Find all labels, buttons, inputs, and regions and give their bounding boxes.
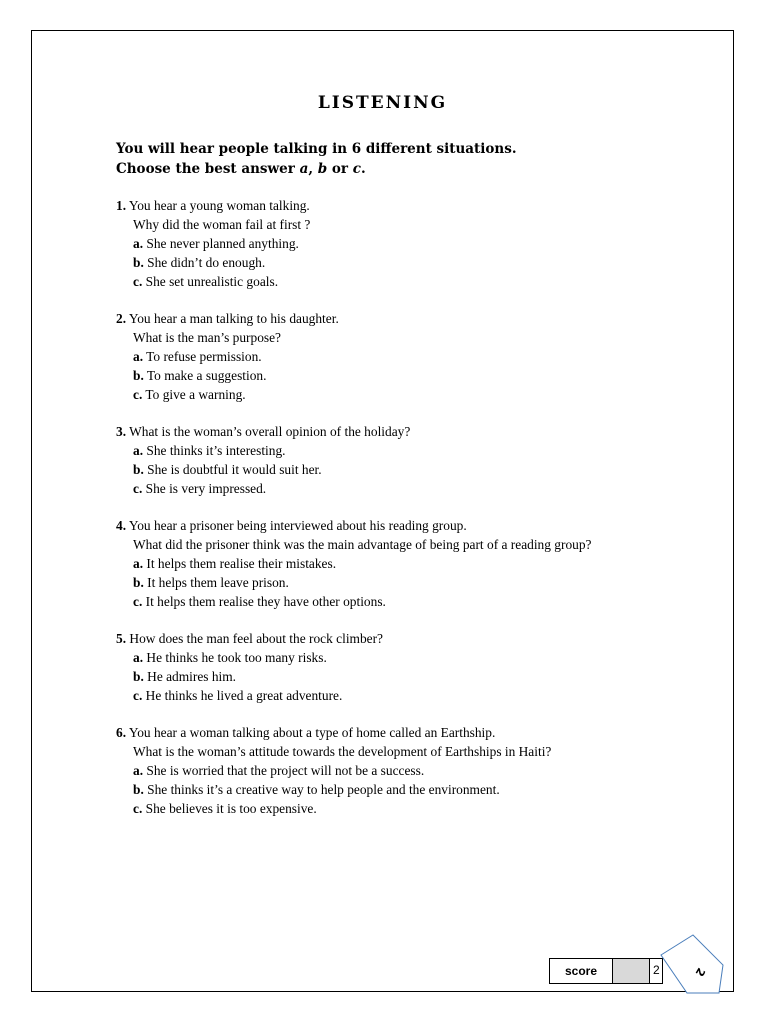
question-number: 4. xyxy=(116,517,127,533)
question-text: What is the woman’s overall opinion of the holiday? xyxy=(129,423,411,439)
option-text: To give a warning. xyxy=(145,386,246,402)
option-letter: a. xyxy=(133,442,144,458)
option-letter: a. xyxy=(133,348,144,364)
question-number: 1. xyxy=(116,198,127,213)
option-text: She believes it is too expensive. xyxy=(145,800,317,816)
answer-option[interactable] xyxy=(116,367,716,386)
worksheet-page xyxy=(31,30,734,992)
page-tag-number: 2 xyxy=(692,965,708,979)
option-letter: c. xyxy=(133,687,143,703)
answer-option[interactable] xyxy=(116,649,716,668)
answer-option[interactable] xyxy=(116,273,716,292)
answer-option[interactable] xyxy=(116,574,716,593)
option-text: To make a suggestion. xyxy=(146,367,267,383)
question-number: 3. xyxy=(116,423,127,439)
question-intro xyxy=(116,724,716,743)
question-intro xyxy=(116,630,716,649)
option-text: It helps them realise their mistakes. xyxy=(146,555,337,571)
page-number-tag xyxy=(657,931,727,1001)
question-list xyxy=(116,197,716,837)
score-input-cell[interactable] xyxy=(613,959,650,983)
question-text: What is the woman’s attitude towards the development of Earthships in Haiti? xyxy=(133,743,552,759)
question-intro xyxy=(116,423,716,442)
option-letter: b. xyxy=(133,461,144,477)
option-letter: a. xyxy=(133,555,144,571)
option-text: She thinks it’s interesting. xyxy=(146,442,286,458)
score-max-value: 2 xyxy=(653,963,660,977)
instructions-text: Choose the best answer xyxy=(116,161,300,177)
answer-option[interactable] xyxy=(116,687,716,706)
question-block xyxy=(116,310,716,404)
option-letter: b. xyxy=(133,574,144,590)
answer-option[interactable] xyxy=(116,442,716,461)
question-block xyxy=(116,197,716,291)
answer-option[interactable] xyxy=(116,461,716,480)
answer-option[interactable] xyxy=(116,668,716,687)
option-text: She is worried that the project will not be a success. xyxy=(146,762,425,778)
question-block xyxy=(116,724,716,818)
option-a-ref: a xyxy=(299,161,309,177)
option-text: To refuse permission. xyxy=(146,348,262,364)
question-text: Why did the woman fail at first ? xyxy=(133,216,311,232)
question-block xyxy=(116,517,716,611)
option-c-ref: c xyxy=(352,161,361,177)
option-text: She is very impressed. xyxy=(145,480,267,496)
question-prompt xyxy=(116,216,716,235)
option-letter: b. xyxy=(133,781,144,797)
option-b-ref: b xyxy=(317,161,328,177)
question-text: You hear a man talking to his daughter. xyxy=(128,310,339,326)
question-text: You hear a young woman talking. xyxy=(128,198,310,213)
answer-option[interactable] xyxy=(116,348,716,367)
answer-option[interactable] xyxy=(116,555,716,574)
option-letter: c. xyxy=(133,800,143,816)
answer-option[interactable] xyxy=(116,254,716,273)
period: . xyxy=(360,161,366,177)
question-number: 2. xyxy=(116,310,127,326)
page-title: LISTENING xyxy=(317,93,448,113)
option-letter: c. xyxy=(133,480,143,496)
option-letter: b. xyxy=(133,367,144,383)
question-text: You hear a woman talking about a type of home called an Earthship. xyxy=(128,724,496,740)
option-letter: c. xyxy=(133,386,143,402)
question-intro xyxy=(116,517,716,536)
answer-option[interactable] xyxy=(116,480,716,499)
option-text: She set unrealistic goals. xyxy=(145,273,279,289)
question-text: How does the man feel about the rock climber? xyxy=(129,630,383,646)
option-text: She thinks it’s a creative way to help people and the environment. xyxy=(147,781,500,797)
option-letter: a. xyxy=(133,649,144,665)
option-letter: a. xyxy=(133,235,144,251)
option-letter: b. xyxy=(133,668,144,684)
option-letter: c. xyxy=(133,593,143,609)
option-text: He thinks he took too many risks. xyxy=(146,649,327,665)
question-block xyxy=(116,423,716,499)
option-text: It helps them leave prison. xyxy=(147,574,289,590)
answer-option[interactable] xyxy=(116,235,716,254)
option-letter: a. xyxy=(133,762,144,778)
answer-option[interactable] xyxy=(116,386,716,405)
option-text: He thinks he lived a great adventure. xyxy=(145,687,343,703)
option-letter: c. xyxy=(133,273,143,289)
option-text: She never planned anything. xyxy=(146,235,299,251)
instructions xyxy=(116,139,517,179)
option-text: She is doubtful it would suit her. xyxy=(147,461,322,477)
question-text: What did the prisoner think was the main advantage of being part of a reading group? xyxy=(133,536,592,552)
page-tag-shape xyxy=(661,935,723,993)
option-text: He admires him. xyxy=(147,668,237,684)
question-number: 5. xyxy=(116,630,127,646)
question-text: What is the man’s purpose? xyxy=(133,329,282,345)
score-box xyxy=(549,958,663,984)
question-prompt xyxy=(116,743,716,762)
instructions-line-1: You will hear people talking in 6 different situations. xyxy=(116,141,517,157)
question-intro xyxy=(116,310,716,329)
question-intro xyxy=(116,197,716,216)
answer-option[interactable] xyxy=(116,781,716,800)
answer-option[interactable] xyxy=(116,762,716,781)
separator: or xyxy=(327,161,353,177)
option-text: She didn’t do enough. xyxy=(147,254,266,270)
score-label: score xyxy=(550,959,613,983)
question-text: You hear a prisoner being interviewed about his reading group. xyxy=(128,517,467,533)
instructions-line-2 xyxy=(116,159,517,179)
option-letter: b. xyxy=(133,254,144,270)
answer-option[interactable] xyxy=(116,800,716,819)
question-number: 6. xyxy=(116,724,127,740)
question-prompt xyxy=(116,329,716,348)
answer-option[interactable] xyxy=(116,593,716,612)
question-prompt xyxy=(116,536,716,555)
option-text: It helps them realise they have other options. xyxy=(145,593,386,609)
separator: , xyxy=(308,161,318,177)
question-block xyxy=(116,630,716,706)
